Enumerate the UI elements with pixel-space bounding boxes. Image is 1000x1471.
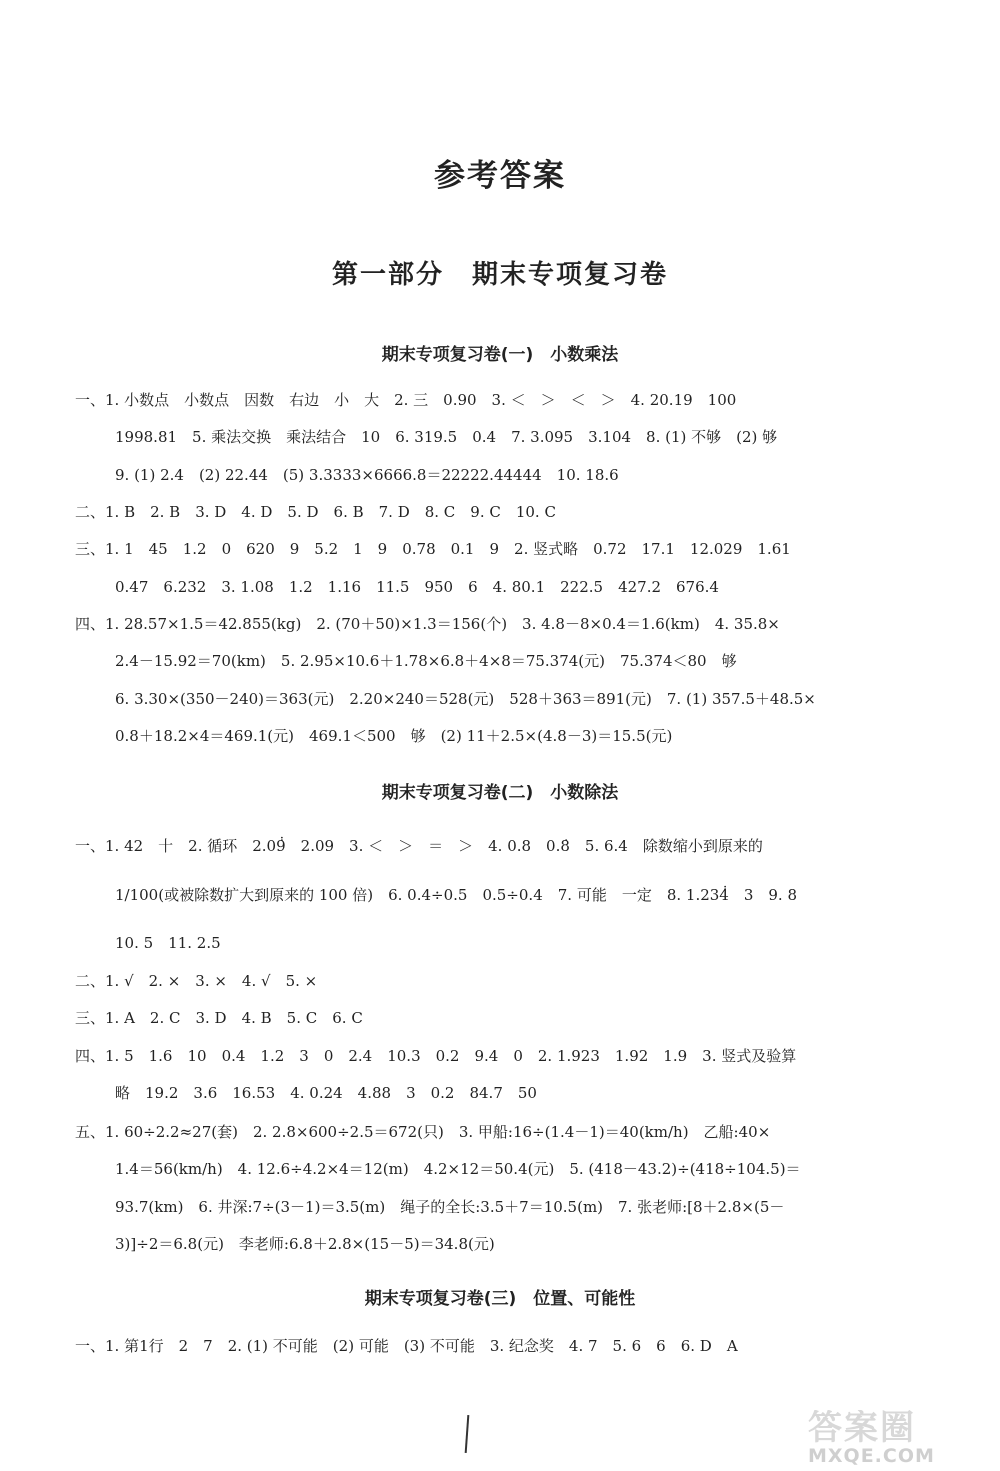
answer-line: 三、1. A 2. C 3. D 4. B 5. C 6. C	[75, 1009, 363, 1027]
part-title: 第一部分 期末专项复习卷	[331, 260, 668, 290]
section-title-3: 期末专项复习卷(三) 位置、可能性	[364, 1289, 636, 1309]
answer-line: 略 19.2 3.6 16.53 4. 0.24 4.88 3 0.2 84.7 50	[115, 1084, 537, 1102]
answer-line: 一、1. 小数点 小数点 因数 右边 小 大 2. 三 0.90 3. ＜ ＞ ＜ ＞ 4. 20.19 100	[75, 391, 737, 409]
answer-line: 6. 3.30×(350－240)＝363(元) 2.20×240＝528(元) 528＋363＝891(元) 7. (1) 357.5＋48.5×	[115, 690, 816, 708]
page-title: 参考答案	[434, 158, 566, 194]
answer-line: 93.7(km) 6. 井深:7÷(3－1)＝3.5(m) 绳子的全长:3.5＋7＝10.5(m) 7. 张老师:[8＋2.8×(5－	[115, 1198, 785, 1216]
answer-line: 一、1. 第1行 2 7 2. (1) 不可能 (2) 可能 (3) 不可能 3. 纪念奖 4. 7 5. 6 6 6. D A	[75, 1337, 738, 1355]
answer-line: 四、1. 28.57×1.5＝42.855(kg) 2. (70＋50)×1.3＝156(个) 3. 4.8－8×0.4＝1.6(km) 4. 35.8×	[75, 615, 780, 633]
answer-line: 2.4－15.92＝70(km) 5. 2.95×10.6＋1.78×6.8＋4×8＝75.374(元) 75.374＜80 够	[115, 652, 737, 670]
answer-line: 二、1. B 2. B 3. D 4. D 5. D 6. B 7. D 8. C 9. C 10. C	[75, 503, 556, 521]
scan-mark	[465, 1415, 470, 1453]
answer-line: 0.47 6.232 3. 1.08 1.2 1.16 11.5 950 6 4. 80.1 222.5 427.2 676.4	[115, 578, 719, 596]
answer-line: 1.4＝56(km/h) 4. 12.6÷4.2×4＝12(m) 4.2×12＝50.4(元) 5. (418－43.2)÷(418÷104.5)＝	[115, 1160, 801, 1178]
watermark-text: 答案圈	[808, 1410, 916, 1448]
watermark-logo	[808, 1410, 994, 1468]
section-title-1: 期末专项复习卷(一) 小数乘法	[381, 345, 619, 365]
watermark-url: MXQE.COM	[808, 1445, 935, 1467]
answer-line: 一、1. 42 十 2. 循环 2.09̇̇ 2.09 3. ＜ ＞ ＝ ＞ 4. 0.8 0.8̇ 5. 6.4 除数缩小到原来的	[75, 837, 763, 855]
answer-line: 三、1. 1 45 1.2 0 620 9 5.2 1 9 0.78 0.1 9 2. 竖式略 0.72 17.1 12.029 1.61	[75, 540, 791, 558]
answer-line: 二、1. √ 2. × 3. × 4. √ 5. ×	[75, 972, 318, 990]
answer-line: 10. 5 11. 2.5	[115, 934, 221, 952]
answer-line: 9. (1) 2.4 (2) 22.44 (5) 3.3333×6666.8＝22222.44444 10. 18.6	[115, 466, 619, 484]
section-title-2: 期末专项复习卷(二) 小数除法	[381, 783, 619, 803]
answer-line: 3)]÷2＝6.8(元) 李老师:6.8＋2.8×(15－5)＝34.8(元)	[115, 1235, 495, 1253]
answer-line: 五、1. 60÷2.2≈27(套) 2. 2.8×600÷2.5＝672(只) 3. 甲船:16÷(1.4－1)＝40(km/h) 乙船:40×	[75, 1123, 771, 1141]
answer-line: 1/100(或被除数扩大到原来的 100 倍) 6. 0.4÷0.5 0.5÷0.4 7. 可能 一定 8. 1.234̇̇ 3 9. 8	[115, 886, 798, 904]
answer-line: 四、1. 5 1.6 10 0.4 1.2 3 0 2.4 10.3 0.2 9.4 0 2. 1.923 1.92 1.9 3. 竖式及验算	[75, 1047, 797, 1065]
answer-line: 1998.81 5. 乘法交换 乘法结合 10 6. 319.5 0.4 7. 3.095 3.104 8. (1) 不够 (2) 够	[115, 428, 778, 446]
answer-line: 0.8＋18.2×4＝469.1(元) 469.1＜500 够 (2) 11＋2.5×(4.8－3)＝15.5(元)	[115, 727, 673, 745]
